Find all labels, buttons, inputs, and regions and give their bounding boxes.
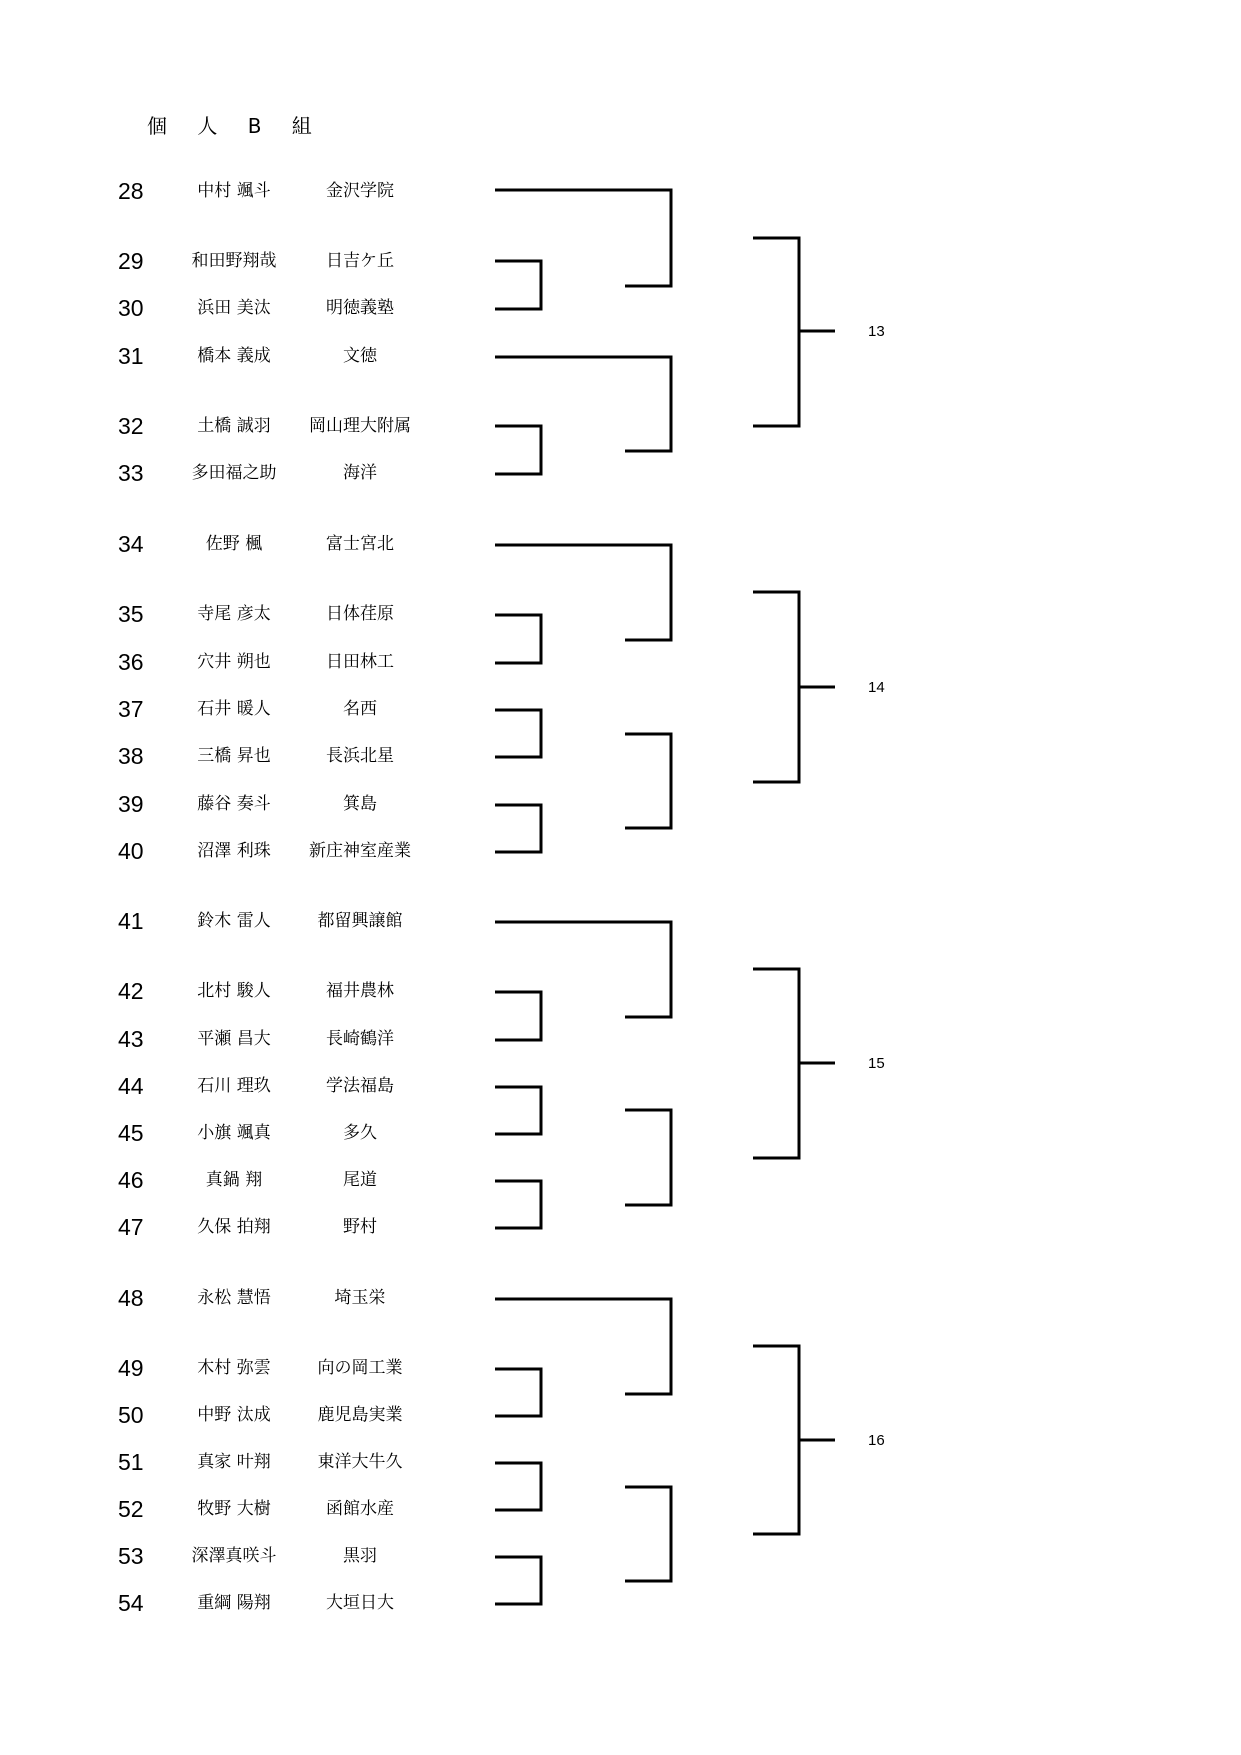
bracket-line (625, 1110, 671, 1205)
school-name: 海洋 (343, 463, 377, 483)
bracket-line (625, 734, 671, 828)
school-name: 野村 (343, 1217, 377, 1237)
entry-number: 49 (118, 1355, 144, 1381)
school-name: 都留興譲館 (317, 911, 403, 931)
school-name: 富士宮北 (326, 534, 394, 554)
player-name: 北村 駿人 (197, 981, 271, 1001)
school-name: 長崎鶴洋 (326, 1029, 394, 1049)
bracket-line (495, 261, 541, 309)
entry-number: 45 (118, 1120, 144, 1146)
player-name: 重綱 陽翔 (197, 1593, 271, 1613)
player-name: 多田福之助 (191, 463, 277, 483)
bracket-line (753, 1346, 799, 1534)
school-name: 学法福島 (326, 1076, 394, 1096)
school-name: 金沢学院 (326, 181, 394, 201)
entry-number: 46 (118, 1167, 144, 1193)
school-name: 鹿児島実業 (317, 1405, 403, 1425)
school-name: 岡山理大附属 (309, 416, 411, 436)
player-name: 橋本 義成 (197, 346, 271, 366)
bracket-line (495, 190, 671, 286)
school-name: 埼玉栄 (334, 1288, 386, 1308)
player-name: 和田野翔哉 (191, 251, 277, 271)
entry-number: 54 (118, 1590, 144, 1616)
entry-number: 50 (118, 1402, 144, 1428)
entry-number: 28 (118, 178, 144, 204)
bracket-line (495, 426, 541, 474)
player-name: 永松 慧悟 (197, 1288, 271, 1308)
player-name: 久保 拍翔 (197, 1217, 271, 1237)
school-name: 明徳義塾 (326, 298, 394, 318)
entry-number: 37 (118, 696, 144, 722)
bracket-number: 14 (868, 679, 885, 696)
player-name: 土橋 誠羽 (197, 416, 271, 436)
school-name: 名西 (343, 699, 377, 719)
bracket-line (495, 1463, 541, 1510)
entry-number: 42 (118, 978, 144, 1004)
entry-number: 39 (118, 791, 144, 817)
school-name: 新庄神室産業 (309, 841, 411, 861)
bracket-line (495, 710, 541, 757)
school-name: 函館水産 (326, 1499, 394, 1519)
player-name: 木村 弥雲 (197, 1358, 271, 1378)
school-name: 黒羽 (343, 1546, 377, 1566)
entry-number: 43 (118, 1026, 144, 1052)
school-name: 長浜北星 (326, 746, 394, 766)
player-name: 穴井 朔也 (197, 652, 271, 672)
school-name: 福井農林 (326, 981, 394, 1001)
school-name: 尾道 (343, 1170, 377, 1190)
bracket-line (495, 545, 671, 640)
entry-number: 36 (118, 649, 144, 675)
entry-number: 48 (118, 1285, 144, 1311)
school-name: 日体荏原 (326, 604, 394, 624)
bracket-line (753, 238, 799, 426)
player-name: 鈴木 雷人 (197, 911, 271, 931)
bracket-line (495, 992, 541, 1040)
entry-number: 35 (118, 601, 144, 627)
bracket-line (495, 805, 541, 852)
page-title: 個 人 B 組 (147, 114, 324, 138)
player-name: 浜田 美汰 (197, 298, 271, 318)
player-name: 藤谷 奏斗 (197, 794, 271, 814)
player-name: 牧野 大樹 (197, 1499, 271, 1519)
bracket-line (753, 592, 799, 782)
player-name: 沼澤 利珠 (197, 841, 271, 861)
entry-number: 29 (118, 248, 144, 274)
school-name: 東洋大牛久 (317, 1452, 403, 1472)
school-name: 文徳 (343, 346, 377, 366)
player-name: 三橋 昇也 (197, 746, 271, 766)
player-name: 石井 暖人 (197, 699, 271, 719)
school-name: 日田林工 (326, 652, 394, 672)
bracket-line (625, 1487, 671, 1581)
school-name: 大垣日大 (326, 1593, 394, 1613)
entry-number: 38 (118, 743, 144, 769)
player-name: 中村 颯斗 (197, 181, 271, 201)
player-name: 中野 汰成 (197, 1405, 271, 1425)
bracket-number: 15 (868, 1055, 885, 1072)
entry-number: 47 (118, 1214, 144, 1240)
player-name: 佐野 楓 (205, 534, 263, 554)
bracket-line (495, 357, 671, 451)
entry-number: 44 (118, 1073, 144, 1099)
player-name: 寺尾 彦太 (197, 604, 271, 624)
bracket-line (495, 1557, 541, 1604)
school-name: 日吉ケ丘 (326, 251, 394, 271)
entry-number: 34 (118, 531, 144, 557)
entry-number: 30 (118, 295, 144, 321)
entry-number: 51 (118, 1449, 144, 1475)
player-name: 石川 理玖 (197, 1076, 271, 1096)
bracket-line (495, 1299, 671, 1394)
entry-number: 41 (118, 908, 144, 934)
entry-number: 33 (118, 460, 144, 486)
player-name: 小旗 颯真 (197, 1123, 271, 1143)
player-name: 平瀬 昌大 (197, 1029, 271, 1049)
player-name: 深澤真咲斗 (191, 1546, 277, 1566)
entry-number: 31 (118, 343, 144, 369)
player-name: 真家 叶翔 (197, 1452, 271, 1472)
bracket-line (495, 1087, 541, 1134)
entry-number: 32 (118, 413, 144, 439)
bracket-line (753, 969, 799, 1158)
school-name: 箕島 (343, 794, 377, 814)
bracket-number: 16 (868, 1432, 885, 1449)
entry-number: 53 (118, 1543, 144, 1569)
bracket-line (495, 1181, 541, 1228)
player-name: 真鍋 翔 (205, 1170, 263, 1190)
bracket-number: 13 (868, 323, 885, 340)
bracket-line (495, 615, 541, 663)
bracket-line (495, 1369, 541, 1416)
entry-number: 52 (118, 1496, 144, 1522)
entry-number: 40 (118, 838, 144, 864)
bracket-line (495, 922, 671, 1017)
school-name: 多久 (343, 1123, 377, 1143)
school-name: 向の岡工業 (317, 1358, 403, 1378)
